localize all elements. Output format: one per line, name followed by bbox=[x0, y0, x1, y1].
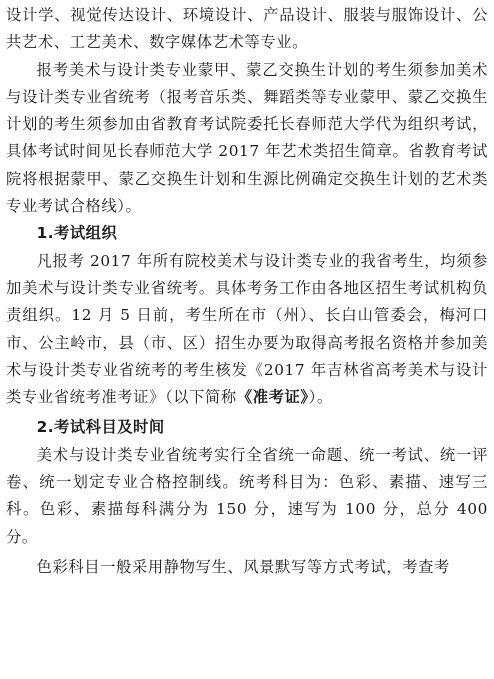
paragraph-exam-organization bbox=[6, 248, 488, 412]
paragraph-exchange-students: 报考美术与设计类专业蒙甲、蒙乙交换生计划的考生须参加美术与设计类专业省统考（报考音乐类、舞蹈类等专业蒙甲、蒙乙交换生计划的考生须参加由省教育考试院委托长春师范大学代为组织考试，具体考试时间见长春师范大学 2017 年艺术类招生简章。省教育考试院将根据蒙甲、蒙乙交换生计划和生源比例确定交换生计划的艺术类专业考试合格线）。 bbox=[6, 60, 488, 216]
paragraph-color-subject: 色彩科目一般采用静物写生、风景默写等方式考试，考查考 bbox=[36, 557, 450, 576]
section-heading-subjects-time: 2.考试科目及时间 bbox=[36, 418, 165, 437]
section-heading-exam-organization: 1.考试组织 bbox=[36, 224, 118, 243]
admission-ticket-abbr: 《准考证》 bbox=[236, 388, 309, 407]
exam-organization-text: 凡报考 2017 年所有院校美术与设计类专业的我省考生，均须参加美术与设计类专业省统考。具体考务工作由各地区招生考试机构负责组织。12 月 5 日前，考生所在市（州）、长白山管委会，梅河口市、公主岭市，县（市、区）招生办要为取得高考报名资格并参加美术与设计类专业省统考的考生核发《2017 年吉林省高考美术与设计类专业省统考准考证》（以下简称 bbox=[6, 251, 488, 407]
paragraph-major-list: 设计学、视觉传达设计、环境设计、产品设计、服装与服饰设计、公共艺术、工艺美术、数字媒体艺术等专业。 bbox=[6, 6, 488, 52]
exam-organization-end: ）。 bbox=[308, 388, 333, 407]
paragraph-subjects: 美术与设计类专业省统考实行全省统一命题、统一考试、统一评卷、统一划定专业合格控制线。统考科目为：色彩、素描、速写三科。色彩、素描每科满分为 150 分，速写为 100 分，总分 400 分。 bbox=[6, 445, 488, 546]
